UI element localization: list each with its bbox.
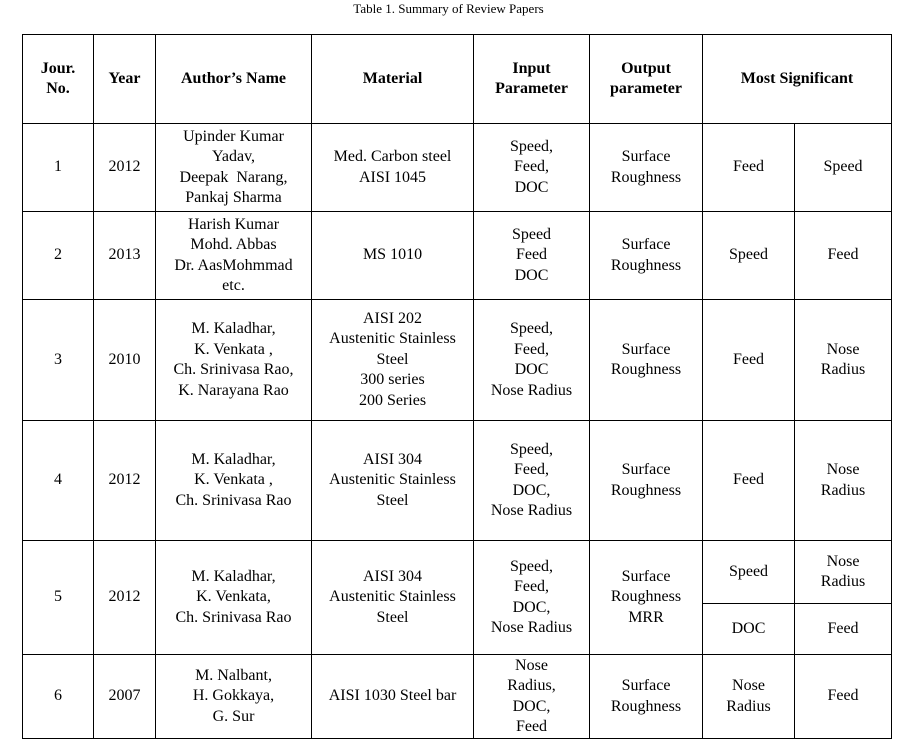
table-row bbox=[23, 541, 892, 604]
author-cell: Harish Kumar Mohd. Abbas Dr. AasMohmmad etc. bbox=[156, 212, 312, 300]
input-cell: Speed, Feed, DOC, Nose Radius bbox=[474, 541, 590, 655]
jour-no-cell: 5 bbox=[23, 541, 94, 655]
year-cell: 2012 bbox=[94, 124, 156, 212]
jour-no-cell: 1 bbox=[23, 124, 94, 212]
significant-cell: Speed bbox=[703, 541, 795, 604]
author-cell: M. Kaladhar, K. Venkata , Ch. Srinivasa Rao bbox=[156, 421, 312, 541]
material-cell: MS 1010 bbox=[312, 212, 474, 300]
output-cell: Surface Roughness bbox=[590, 212, 703, 300]
material-cell: AISI 202 Austenitic Stainless Steel 300 series 200 Series bbox=[312, 300, 474, 421]
significant-cell: Speed bbox=[703, 212, 795, 300]
output-cell: Surface Roughness bbox=[590, 124, 703, 212]
significant-cell: Nose Radius bbox=[703, 655, 795, 739]
year-cell: 2012 bbox=[94, 541, 156, 655]
year-cell: 2013 bbox=[94, 212, 156, 300]
header-output-parameter: Output parameter bbox=[590, 35, 703, 124]
table-row bbox=[23, 212, 892, 300]
output-cell: Surface Roughness bbox=[590, 655, 703, 739]
significant-cell: Feed bbox=[795, 655, 892, 739]
table-row bbox=[23, 655, 892, 739]
input-cell: Speed, Feed, DOC bbox=[474, 124, 590, 212]
jour-no-cell: 2 bbox=[23, 212, 94, 300]
material-cell: Med. Carbon steel AISI 1045 bbox=[312, 124, 474, 212]
significant-cell: Feed bbox=[795, 212, 892, 300]
year-cell: 2012 bbox=[94, 421, 156, 541]
header-input-parameter: Input Parameter bbox=[474, 35, 590, 124]
significant-cell: Feed bbox=[795, 604, 892, 655]
author-cell: M. Nalbant, H. Gokkaya, G. Sur bbox=[156, 655, 312, 739]
input-cell: Nose Radius, DOC, Feed bbox=[474, 655, 590, 739]
significant-cell: Feed bbox=[703, 421, 795, 541]
material-cell: AISI 1030 Steel bar bbox=[312, 655, 474, 739]
author-cell: Upinder Kumar Yadav, Deepak Narang, Pankaj Sharma bbox=[156, 124, 312, 212]
table-row bbox=[23, 300, 892, 421]
significant-cell: Nose Radius bbox=[795, 421, 892, 541]
material-cell: AISI 304 Austenitic Stainless Steel bbox=[312, 541, 474, 655]
year-cell: 2010 bbox=[94, 300, 156, 421]
author-cell: M. Kaladhar, K. Venkata , Ch. Srinivasa Rao, K. Narayana Rao bbox=[156, 300, 312, 421]
input-cell: Speed, Feed, DOC, Nose Radius bbox=[474, 421, 590, 541]
table-row bbox=[23, 124, 892, 212]
year-cell: 2007 bbox=[94, 655, 156, 739]
significant-cell: Feed bbox=[703, 124, 795, 212]
material-cell: AISI 304 Austenitic Stainless Steel bbox=[312, 421, 474, 541]
header-jour-no: Jour. No. bbox=[23, 35, 94, 124]
jour-no-cell: 4 bbox=[23, 421, 94, 541]
table-caption: Table 1. Summary of Review Papers bbox=[353, 1, 544, 16]
jour-no-cell: 6 bbox=[23, 655, 94, 739]
table-row bbox=[23, 421, 892, 541]
jour-no-cell: 3 bbox=[23, 300, 94, 421]
significant-cell: Nose Radius bbox=[795, 300, 892, 421]
input-cell: Speed, Feed, DOC Nose Radius bbox=[474, 300, 590, 421]
output-cell: Surface Roughness bbox=[590, 421, 703, 541]
significant-cell: DOC bbox=[703, 604, 795, 655]
header-author: Author’s Name bbox=[156, 35, 312, 124]
output-cell: Surface Roughness bbox=[590, 300, 703, 421]
header-row bbox=[23, 35, 892, 124]
significant-cell: Feed bbox=[703, 300, 795, 421]
header-year: Year bbox=[94, 35, 156, 124]
header-material: Material bbox=[312, 35, 474, 124]
significant-cell: Nose Radius bbox=[795, 541, 892, 604]
review-papers-table bbox=[22, 34, 892, 739]
input-cell: Speed Feed DOC bbox=[474, 212, 590, 300]
header-most-significant: Most Significant bbox=[703, 35, 892, 124]
author-cell: M. Kaladhar, K. Venkata, Ch. Srinivasa Rao bbox=[156, 541, 312, 655]
output-cell: Surface Roughness MRR bbox=[590, 541, 703, 655]
significant-cell: Speed bbox=[795, 124, 892, 212]
